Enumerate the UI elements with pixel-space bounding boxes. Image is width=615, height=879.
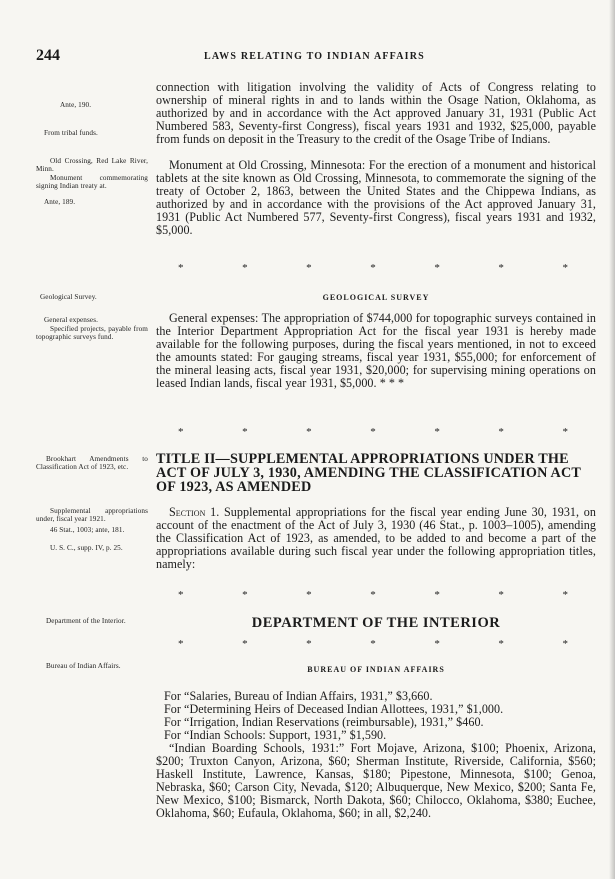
margin-note: Supplemental appropriations under, fiscal year 1921. xyxy=(36,507,148,524)
paragraph-general-expenses: General expenses: The appropriation of $744,000 for topographic surveys contained in the Interior Department Appropriation Act for the fiscal year 1931 is hereby made available for the following purposes, during the fiscal years mentioned, in not to exceed the amounts stated: For gauging streams, fiscal year 1931, $55,000; for enforcement of the mineral leasing acts, fiscal year 1931, $20,000; for supervising mining operations on leased Indian lands, fiscal year 1931, $5,000. * * * xyxy=(156,311,596,390)
list-item: For “Indian Schools: Support, 1931,” $1,590. xyxy=(164,728,387,742)
margin-note: From tribal funds. xyxy=(44,129,98,137)
list-item: “Indian Boarding Schools, 1931:” Fort Mojave, Arizona, $100; Phoenix, Arizona, $200; Truxton Canyon, Arizona, $60; Sherman Institute, Riverside, California, $560; Haskell Institute, Lawrence, Kansas, $180; Pipestone, Minnesota, $100; Genoa, Nebraska, $60; Carson City, Nevada, $120; Albuquerque, New Mexico, $200; Santa Fe, New Mexico, $100; Bismarck, North Dakota, $60; Chilocco, Oklahoma, $380; Euchee, Oklahoma, $60; Eufaula, Oklahoma, $60; in all, $2,240. xyxy=(156,741,596,820)
margin-note: Brookhart Amendments to Classification Act of 1923, etc. xyxy=(36,455,148,472)
star-separator: * * * * * * * xyxy=(178,262,568,274)
section-heading-geological-survey: GEOLOGICAL SURVEY xyxy=(322,293,430,302)
list-item: For “Salaries, Bureau of Indian Affairs, 1931,” $3,660. xyxy=(164,689,433,703)
margin-note: Monument commemorating signing Indian treaty at. xyxy=(36,174,148,191)
margin-note: Ante, 190. xyxy=(60,101,92,109)
margin-note: 46 Stat., 1003; ante, 181. xyxy=(50,526,125,534)
page-edge-shadow xyxy=(609,0,615,879)
margin-note: Geological Survey. xyxy=(40,293,97,301)
margin-note: Bureau of Indian Affairs. xyxy=(46,662,121,670)
star-separator: * * * * * * * xyxy=(178,638,568,650)
margin-note: U. S. C., supp. IV, p. 25. xyxy=(50,544,123,552)
running-head: LAWS RELATING TO INDIAN AFFAIRS xyxy=(204,51,425,62)
star-separator: * * * * * * * xyxy=(178,589,568,601)
list-item: For “Determining Heirs of Deceased Indian Allottees, 1931,” $1,000. xyxy=(164,702,504,716)
page-number: 244 xyxy=(36,47,60,64)
margin-note: Ante, 189. xyxy=(44,198,76,206)
margin-note: Specified projects, payable from topographic surveys fund. xyxy=(36,325,148,342)
margin-note: Old Crossing, Red Lake River, Minn. xyxy=(36,157,148,174)
title-ii-heading: TITLE II—SUPPLEMENTAL APPROPRIATIONS UNDER THE ACT OF JULY 3, 1930, AMENDING THE CLASSIFICATION ACT OF 1923, AS AMENDED xyxy=(156,451,581,495)
heading-department-of-interior: DEPARTMENT OF THE INTERIOR xyxy=(251,615,501,631)
paragraph-monument: Monument at Old Crossing, Minnesota: For the erection of a monument and historical tablets at the site known as Old Crossing, Minnesota, to commemorate the signing of the treaty of October 2, 1863, between the United States and the Chippewa Indians, as authorized by and in accordance with the provisions of the Act approved January 31, 1931 (Public Act Numbered 577, Seventy-first Congress), fiscal years 1931 and 1932, $5,000. xyxy=(156,158,596,237)
margin-note: General expenses. xyxy=(44,316,98,324)
paragraph-osage: connection with litigation involving the validity of Acts of Congress relating to ownership of mineral rights in and to lands within the Osage Nation, Oklahoma, as authorized by and in accordance with the Act approved January 31, 1931 (Public Act Numbered 583, Seventy-first Congress), fiscal years 1931 and 1932, $25,000, payable from funds on deposit in the Treasury to the credit of the Osage Tribe of Indians. xyxy=(156,80,596,146)
page-header xyxy=(36,47,596,67)
margin-note: Department of the Interior. xyxy=(46,617,126,625)
paragraph-section-1: Section 1. Supplemental appropriations for the fiscal year ending June 30, 1931, on account of the enactment of the Act of July 3, 1930 (46 Stat., p. 1003–1005), amending the Classification Act of 1923, as amended, to be added to and become a part of the appropriations available during such fiscal year under the following appropriation titles, namely: xyxy=(156,505,596,571)
list-item: For “Irrigation, Indian Reservations (reimbursable), 1931,” $460. xyxy=(164,715,484,729)
heading-bureau-of-indian-affairs: BUREAU OF INDIAN AFFAIRS xyxy=(307,665,445,674)
star-separator: * * * * * * * xyxy=(178,426,568,438)
